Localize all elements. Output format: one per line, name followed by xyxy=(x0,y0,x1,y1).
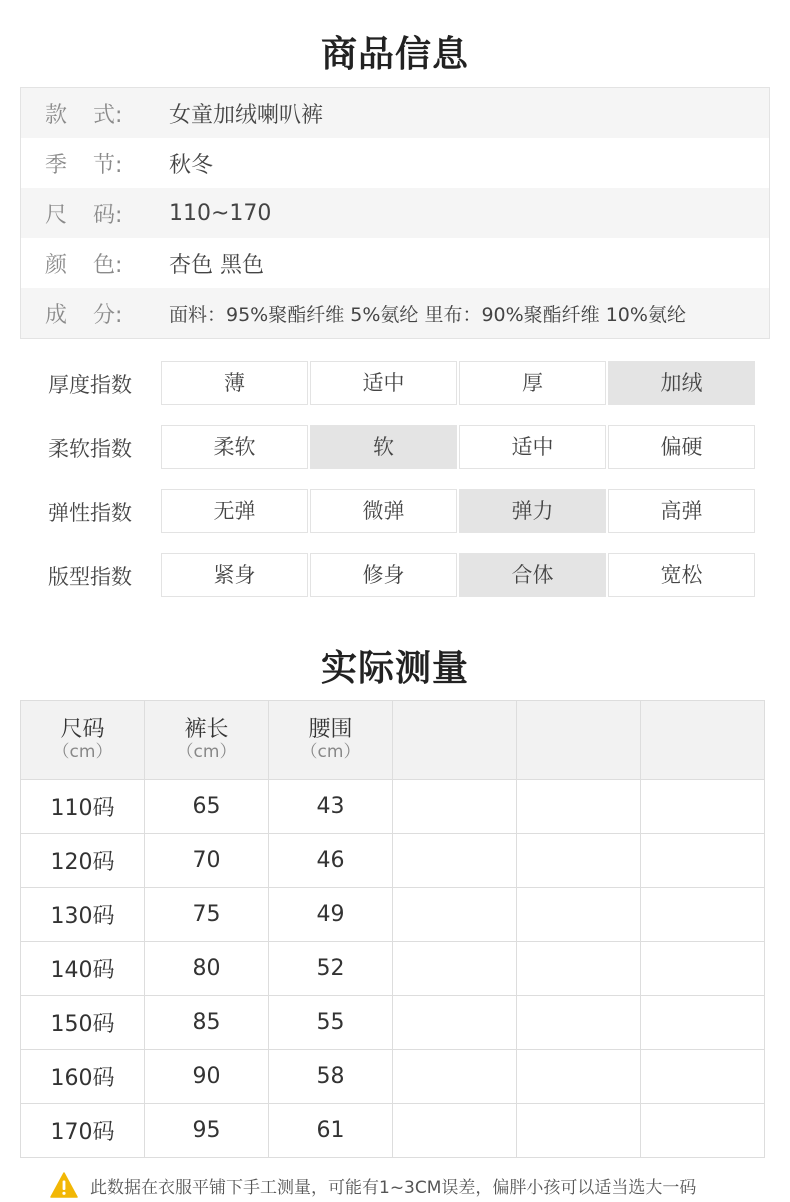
cell-size: 130码 xyxy=(21,888,145,942)
index-option: 柔软 xyxy=(161,425,308,469)
index-label: 厚度指数 xyxy=(48,373,132,397)
header-size xyxy=(21,701,145,780)
cell-size: 140码 xyxy=(21,942,145,996)
info-row-season xyxy=(21,138,769,188)
index-option-selected: 合体 xyxy=(459,553,606,597)
cell-length: 65 xyxy=(145,780,269,834)
measurement-note xyxy=(50,1170,696,1200)
cell-size: 110码 xyxy=(21,780,145,834)
fit-index xyxy=(20,553,768,597)
header-label: 裤长 xyxy=(184,717,229,742)
header-length xyxy=(145,701,269,780)
cell-waist: 49 xyxy=(269,888,393,942)
index-option: 宽松 xyxy=(608,553,755,597)
info-row-style xyxy=(21,88,769,138)
info-key: 式: xyxy=(93,102,123,128)
cell-empty xyxy=(641,1050,765,1104)
cell-waist: 52 xyxy=(269,942,393,996)
note-text: 此数据在衣服平铺下手工测量，可能有1~3CM误差，偏胖小孩可以适当选大一码 xyxy=(90,1177,697,1198)
header-waist xyxy=(269,701,393,780)
table-row xyxy=(21,996,765,1050)
index-option-selected: 软 xyxy=(310,425,457,469)
index-label: 版型指数 xyxy=(48,565,132,589)
measurement-table xyxy=(20,700,765,1158)
info-key: 成 xyxy=(45,302,68,328)
info-key: 色: xyxy=(93,252,123,278)
cell-empty xyxy=(393,996,517,1050)
index-option: 偏硬 xyxy=(608,425,755,469)
info-key: 分: xyxy=(93,302,123,328)
cell-length: 80 xyxy=(145,942,269,996)
info-key: 季 xyxy=(45,152,68,178)
cell-empty xyxy=(393,1104,517,1158)
cell-empty xyxy=(517,942,641,996)
cell-empty xyxy=(517,834,641,888)
header-label: 腰围 xyxy=(308,717,353,742)
cell-waist: 46 xyxy=(269,834,393,888)
header-empty xyxy=(393,701,517,780)
cell-empty xyxy=(641,996,765,1050)
header-unit: （cm） xyxy=(176,742,237,762)
cell-waist: 55 xyxy=(269,996,393,1050)
header-label: 尺码 xyxy=(60,717,105,742)
cell-empty xyxy=(641,1104,765,1158)
info-row-size xyxy=(21,188,769,238)
header-empty xyxy=(641,701,765,780)
index-option: 微弹 xyxy=(310,489,457,533)
header-unit: （cm） xyxy=(300,742,361,762)
cell-size: 170码 xyxy=(21,1104,145,1158)
info-key: 节: xyxy=(93,152,123,178)
cell-waist: 43 xyxy=(269,780,393,834)
cell-empty xyxy=(641,942,765,996)
cell-length: 90 xyxy=(145,1050,269,1104)
elasticity-index xyxy=(20,489,768,533)
info-row-material xyxy=(21,288,769,338)
info-key: 尺 xyxy=(45,202,68,228)
info-key: 款 xyxy=(45,102,68,128)
warning-icon xyxy=(50,1172,78,1198)
info-value: 杏色 黑色 xyxy=(169,252,264,278)
header-unit: （cm） xyxy=(52,742,113,762)
table-row xyxy=(21,888,765,942)
index-option: 高弹 xyxy=(608,489,755,533)
cell-empty xyxy=(517,780,641,834)
header-empty xyxy=(517,701,641,780)
index-option-selected: 加绒 xyxy=(608,361,755,405)
index-option-selected: 弹力 xyxy=(459,489,606,533)
measurement-title: 实际测量 xyxy=(320,648,469,689)
cell-length: 85 xyxy=(145,996,269,1050)
thickness-index xyxy=(20,361,768,405)
info-value: 女童加绒喇叭裤 xyxy=(169,102,324,128)
cell-empty xyxy=(393,888,517,942)
product-info-title: 商品信息 xyxy=(320,34,469,75)
index-option: 厚 xyxy=(459,361,606,405)
index-option: 紧身 xyxy=(161,553,308,597)
index-label: 柔软指数 xyxy=(48,437,132,461)
product-info-table xyxy=(20,87,770,339)
cell-empty xyxy=(517,1050,641,1104)
table-row xyxy=(21,780,765,834)
cell-waist: 61 xyxy=(269,1104,393,1158)
cell-length: 70 xyxy=(145,834,269,888)
table-header-row xyxy=(21,701,765,780)
info-value: 面料：95%聚酯纤维 5%氨纶 里布：90%聚酯纤维 10%氨纶 xyxy=(169,303,686,326)
cell-length: 95 xyxy=(145,1104,269,1158)
cell-empty xyxy=(517,1104,641,1158)
info-value: 110~170 xyxy=(169,200,272,226)
table-row xyxy=(21,942,765,996)
cell-empty xyxy=(393,834,517,888)
table-row xyxy=(21,1104,765,1158)
info-key: 颜 xyxy=(45,252,68,278)
info-row-color xyxy=(21,238,769,288)
index-option: 适中 xyxy=(459,425,606,469)
cell-size: 160码 xyxy=(21,1050,145,1104)
softness-index xyxy=(20,425,768,469)
cell-size: 120码 xyxy=(21,834,145,888)
index-option: 薄 xyxy=(161,361,308,405)
cell-size: 150码 xyxy=(21,996,145,1050)
cell-empty xyxy=(393,780,517,834)
cell-empty xyxy=(517,888,641,942)
table-row xyxy=(21,1050,765,1104)
index-option: 无弹 xyxy=(161,489,308,533)
cell-empty xyxy=(641,834,765,888)
index-option: 修身 xyxy=(310,553,457,597)
cell-empty xyxy=(641,888,765,942)
cell-empty xyxy=(641,780,765,834)
cell-waist: 58 xyxy=(269,1050,393,1104)
info-key: 码: xyxy=(93,202,123,228)
info-value: 秋冬 xyxy=(169,152,214,178)
index-option: 适中 xyxy=(310,361,457,405)
index-label: 弹性指数 xyxy=(48,501,132,525)
cell-empty xyxy=(393,1050,517,1104)
cell-empty xyxy=(517,996,641,1050)
cell-length: 75 xyxy=(145,888,269,942)
cell-empty xyxy=(393,942,517,996)
table-row xyxy=(21,834,765,888)
